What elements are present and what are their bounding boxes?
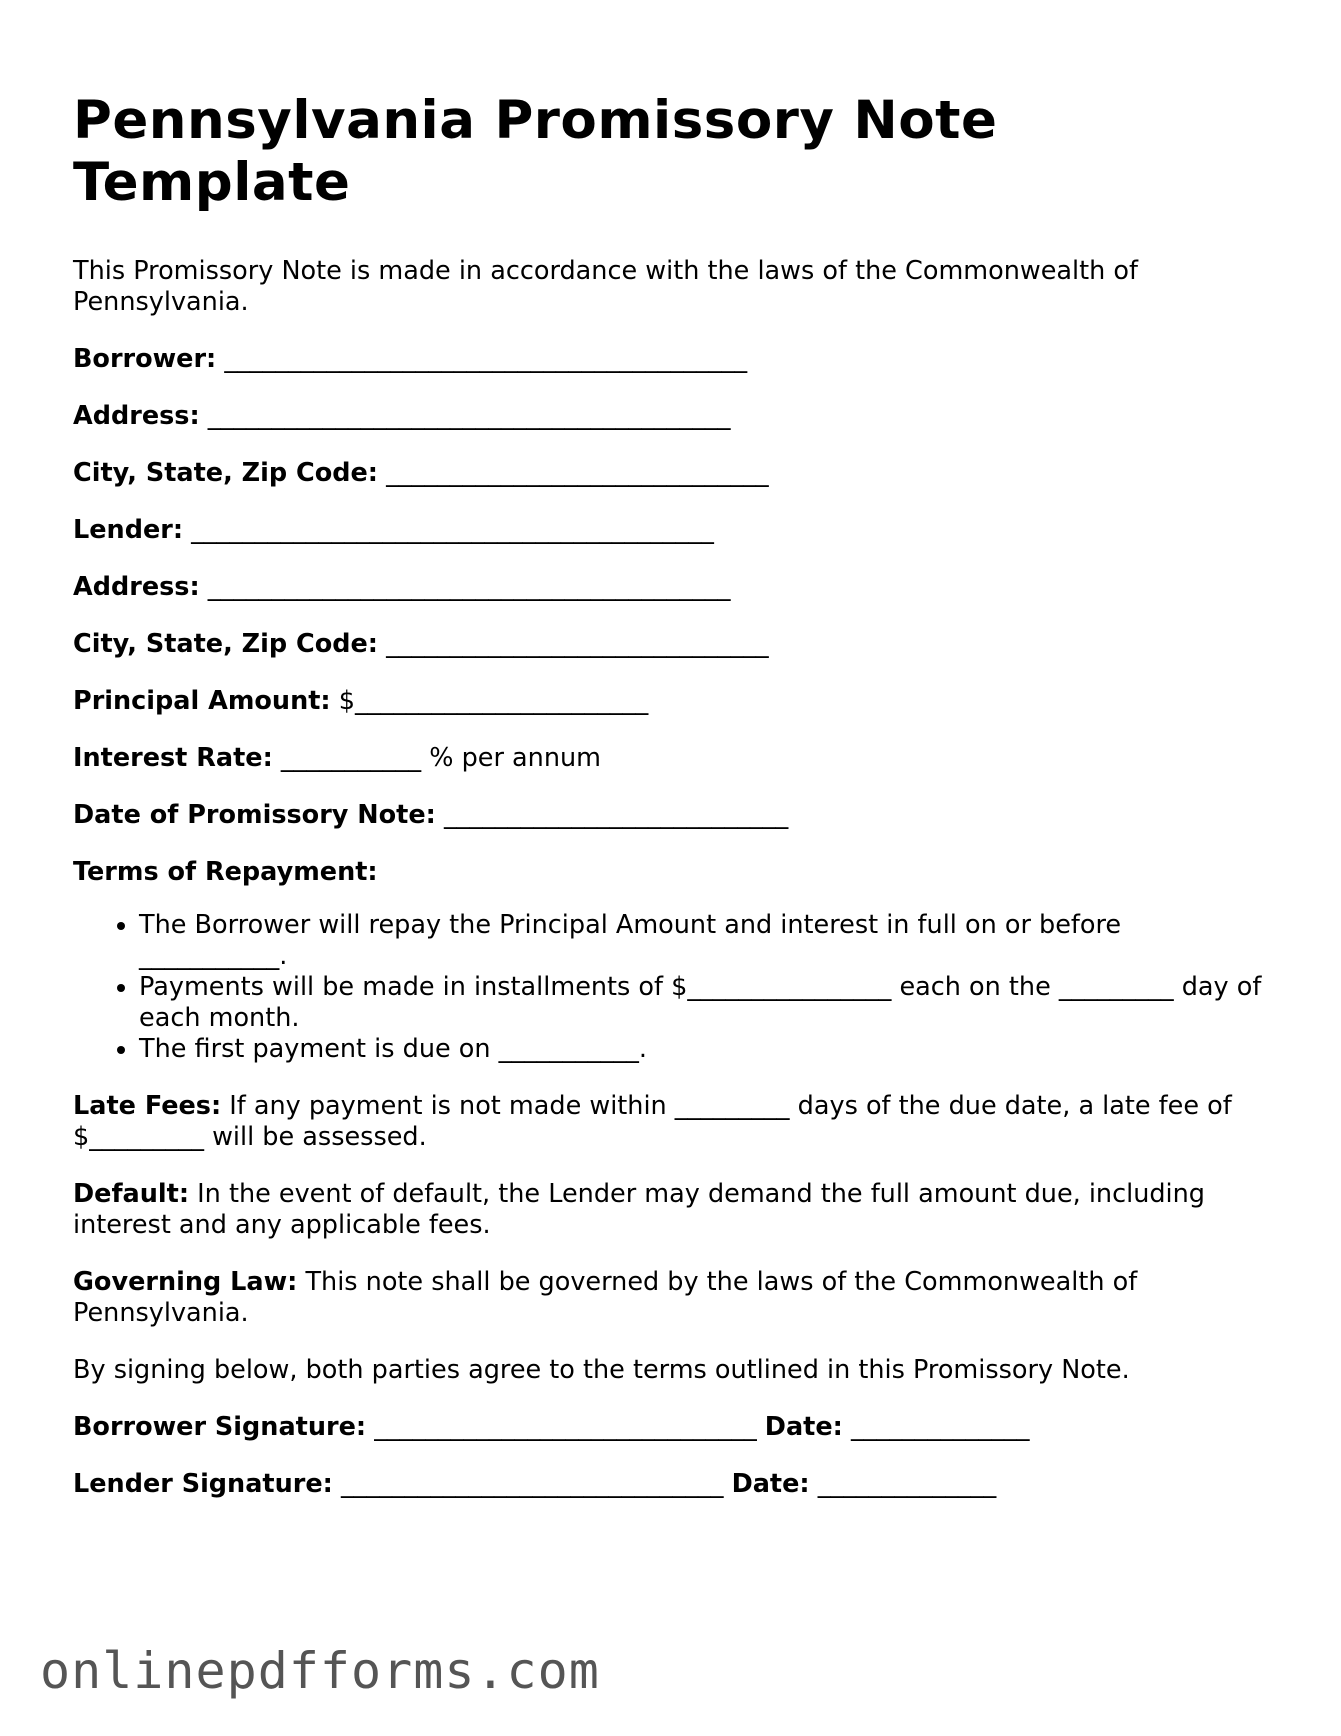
governing-law-text: This note shall be governed by the laws of the Commonwealth of Pennsylvania. — [73, 1267, 1138, 1328]
lender-label: Lender: — [73, 515, 184, 545]
borrower-address-blank: _________________________________________ — [207, 401, 731, 431]
lender-city-label: City, State, Zip Code: — [73, 629, 379, 659]
lender-signature-label: Lender Signature: — [73, 1469, 333, 1499]
lender-signature-line — [73, 1469, 1273, 1500]
list-item: • The Borrower will repay the Principal Amount and interest in full on or before ___________. — [139, 910, 1273, 972]
borrower-date-label: Date: — [764, 1412, 843, 1442]
borrower-signature-label: Borrower Signature: — [73, 1412, 367, 1442]
interest-label: Interest Rate: — [73, 743, 273, 773]
borrower-city-label: City, State, Zip Code: — [73, 458, 379, 488]
late-fees-label: Late Fees: — [73, 1091, 222, 1121]
late-fees-text: If any payment is not made within _________ days of the due date, a late fee of $_________ will be assessed. — [73, 1091, 1232, 1152]
list-item: • The first payment is due on ___________. — [139, 1034, 1273, 1065]
lender-address-blank: _________________________________________ — [207, 572, 731, 602]
borrower-city-field — [73, 458, 1273, 489]
date-field — [73, 800, 1273, 831]
document-page — [73, 90, 1273, 1526]
list-item: • Payments will be made in installments of $________________ each on the _________ day of each month. — [139, 972, 1273, 1034]
principal-label: Principal Amount: — [73, 686, 331, 716]
borrower-label: Borrower: — [73, 344, 217, 374]
terms-heading: Terms of Repayment: — [73, 857, 378, 887]
agreement-text: By signing below, both parties agree to the terms outlined in this Promissory Note. — [73, 1355, 1130, 1385]
lender-city-blank: ______________________________ — [386, 629, 769, 659]
terms-list — [73, 910, 1273, 1065]
lender-address-field — [73, 572, 1273, 603]
principal-blank: $_______________________ — [338, 686, 649, 716]
date-label: Date of Promissory Note: — [73, 800, 436, 830]
intro-text: This Promissory Note is made in accordance with the laws of the Commonwealth of Pennsylvania. — [73, 256, 1138, 317]
borrower-blank: _________________________________________ — [224, 344, 748, 374]
borrower-date-blank: ______________ — [850, 1412, 1030, 1442]
page-title: Pennsylvania Promissory Note Template — [73, 90, 998, 213]
governing-law-paragraph — [73, 1267, 1273, 1329]
default-label: Default: — [73, 1179, 190, 1209]
lender-address-label: Address: — [73, 572, 200, 602]
borrower-field — [73, 344, 1273, 375]
late-fees-paragraph — [73, 1091, 1273, 1153]
interest-blank: ___________ — [280, 743, 422, 773]
lender-signature-blank: ______________________________ — [340, 1469, 724, 1499]
lender-field — [73, 515, 1273, 546]
borrower-signature-line — [73, 1412, 1273, 1443]
borrower-city-blank: ______________________________ — [386, 458, 769, 488]
lender-date-blank: ______________ — [817, 1469, 997, 1499]
default-paragraph — [73, 1179, 1273, 1241]
borrower-address-field — [73, 401, 1273, 432]
lender-blank: _________________________________________ — [191, 515, 714, 545]
governing-law-label: Governing Law: — [73, 1267, 298, 1297]
watermark: onlinepdfforms.com — [40, 1642, 600, 1700]
default-text: In the event of default, the Lender may demand the full amount due, including interest and any applicable fees. — [73, 1179, 1205, 1240]
borrower-address-label: Address: — [73, 401, 200, 431]
interest-suffix: % per annum — [429, 743, 602, 773]
principal-field — [73, 686, 1273, 717]
lender-city-field — [73, 629, 1273, 660]
borrower-signature-blank: ______________________________ — [374, 1412, 757, 1442]
interest-field — [73, 743, 1273, 774]
date-blank: ___________________________ — [443, 800, 789, 830]
lender-date-label: Date: — [731, 1469, 810, 1499]
